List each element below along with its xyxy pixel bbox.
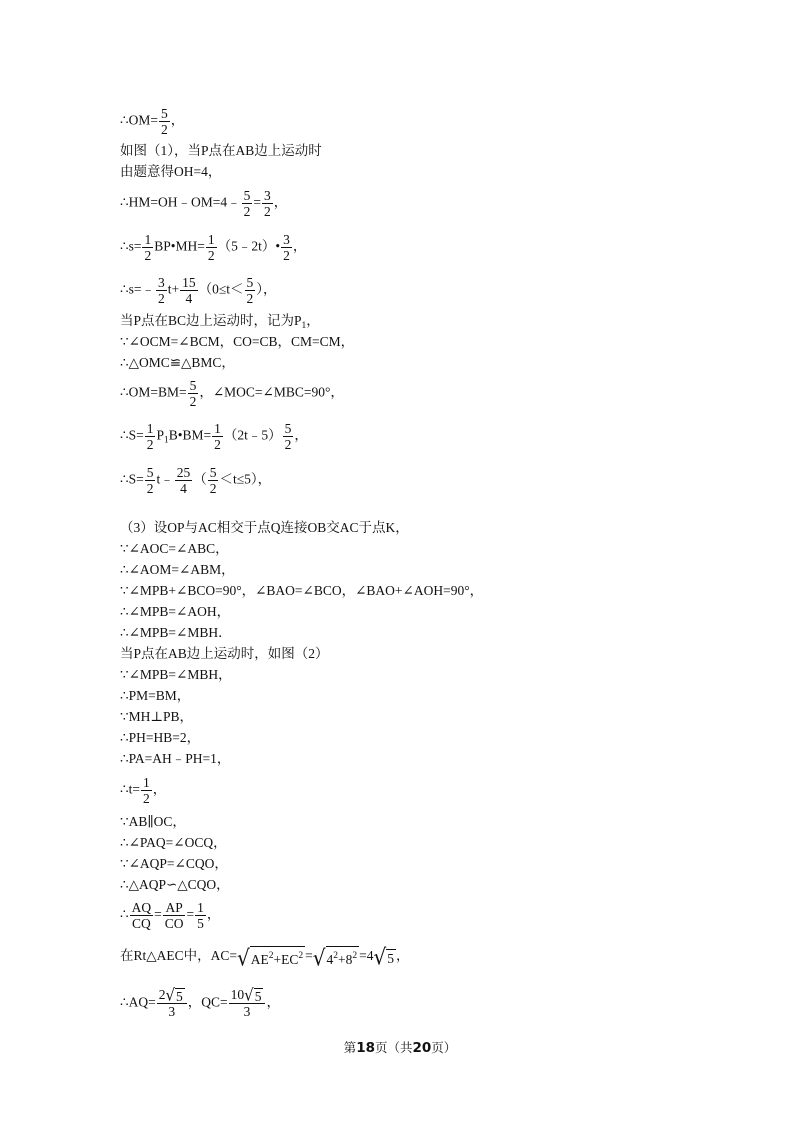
line-S-formula: ∴S= $\frac{1}{2}$ $P_1B•BM=$ $\frac{1}{2}$ （2t﹣5） $\frac{5}{2}$ ， [120,421,308,452]
line-29: ∴△AQP∽△CQO， [120,877,230,892]
line-26: ∵AB∥OC， [120,814,186,829]
line-22: ∵MH⊥PB， [120,709,194,724]
line-27: ∴∠PAQ=∠OCQ， [120,835,227,850]
line-case-ab: 如图（1），当P点在AB边上运动时 [120,143,322,158]
line-ac: 在Rt△AEC中，AC= √ $AE^2+EC^2$ = √ $4^2+8^2$ =4 √ 5 ， [120,943,410,972]
line-case-bc: 当P点在BC边上运动时，记为$P_1$， [120,313,320,331]
line-15: ∴∠AOM=∠ABM， [120,562,235,577]
line-14: ∵∠AOC=∠ABC， [120,541,229,556]
line-oh: 由题意得OH=4， [120,164,222,179]
page-footer: 第18页（共20页） [343,1040,457,1056]
sqrt-ae-ec: √ $AE^2+EC^2$ [237,944,304,972]
line-16: ∵∠MPB+∠BCO=90°，∠BAO=∠BCO，∠BAO+∠AOH=90°， [120,583,484,598]
line-23: ∴PH=HB=2， [120,730,201,745]
line-17: ∴∠MPB=∠AOH， [120,604,231,619]
line-angles: ∵∠OCM=∠BCM，CO=CB，CM=CM， [120,334,355,349]
line-28: ∵∠AQP=∠CQO， [120,856,228,871]
line-hm: ∴HM=OH﹣OM=4﹣ $\frac{5}{2}$ = $\frac{3}{2}$ ， [120,188,288,219]
line-s-formula: ∴s= $\frac{1}{2}$ BP•MH= $\frac{1}{2}$ （5﹣2t）• $\frac{3}{2}$ ， [120,232,307,263]
line-s-result: ∴s=﹣ $\frac{3}{2}$ t+ $\frac{15}{4}$ （0≤t＜ $\frac{5}{2}$ ）， [120,275,277,306]
line-aq-qc: ∴AQ= 2 √ 5 3 ，QC= 10 √ 5 3 ， [120,985,280,1020]
line-24: ∴PA=AH﹣PH=1， [120,751,231,766]
line-21: ∴PM=BM， [120,688,191,703]
line-part3: （3）设OP与AC相交于点Q连接OB交AC于点K， [120,520,409,535]
sqrt-4-8: √ $4^2+8^2$ [312,944,358,972]
line-t-value: ∴t= $\frac{1}{2}$ ， [120,775,167,806]
line-S-result: ∴S= $\frac{5}{2}$ t﹣ $\frac{25}{4}$ （ $\frac{5}{2}$ ＜t≤5）， [120,465,272,496]
line-om-value: ∴OM= $\frac{5}{2}$ ， [120,106,185,137]
fraction: $\frac{5}{2}$ [160,106,168,137]
line-om-bm: ∴OM=BM= $\frac{5}{2}$ ，∠MOC=∠MBC=90°， [120,378,344,409]
line-20: ∵∠MPB=∠MBH， [120,667,232,682]
line-congruent: ∴△OMC≌△BMC， [120,355,235,370]
line-ratios: ∴ $\frac{AQ}{CQ}$ = $\frac{AP}{CO}$ = $\frac{1}{5}$ ， [120,900,221,931]
line-18: ∴∠MPB=∠MBH． [120,625,232,640]
sqrt-5: √ 5 [373,943,395,971]
line-19: 当P点在AB边上运动时，如图（2） [120,646,329,661]
